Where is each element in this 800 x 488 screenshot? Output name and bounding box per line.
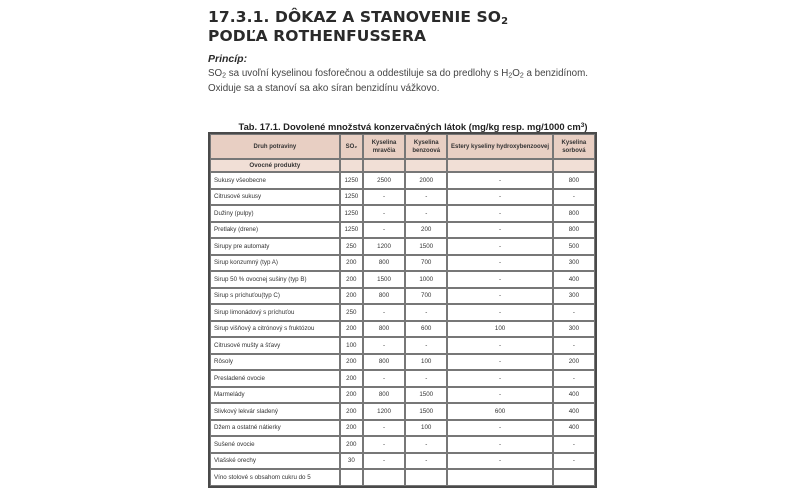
value-cell: 200 [340,255,363,272]
value-cell: - [447,288,552,305]
value-cell: 300 [553,255,595,272]
value-cell: 200 [340,370,363,387]
food-type-cell: Rôsoly [210,354,340,371]
value-cell: 200 [340,387,363,404]
value-cell: 200 [553,354,595,371]
principle-text: $SO_2$ sa uvoľní kyselinou fosforečnou a oddestiluje sa do predlohy s $H_2O_2$ a benzidínom. Oxiduje sa a stanoví sa ako síran benzidínu vážkovo. [208,68,589,94]
food-type-cell: Pretlaky (drene) [210,222,340,239]
value-cell: 200 [340,321,363,338]
header-hydroxybenzoic-esters: Estery kyseliny hydroxybenzoovej [447,134,552,159]
header-benzoic-acid: Kyselina benzoová [405,134,447,159]
food-type-cell: Džem a ostatné nátierky [210,420,340,437]
value-cell: - [405,370,447,387]
value-cell: 600 [405,321,447,338]
value-cell: - [447,453,552,470]
value-cell: 800 [363,354,405,371]
value-cell: - [447,436,552,453]
table-row [210,453,595,470]
table-row [210,205,595,222]
table-row [210,304,595,321]
value-cell: 800 [363,288,405,305]
food-type-cell: Sirup višňový a citrónový s fruktózou [210,321,340,338]
value-cell: 1250 [340,222,363,239]
value-cell: - [447,420,552,437]
header-so2: SO₂ [340,134,363,159]
value-cell: - [363,222,405,239]
value-cell: - [447,222,552,239]
value-cell: - [447,387,552,404]
table-caption: Tab. 17.1. Dovolené množstvá konzervačných látok (mg/kg resp. mg/1000 $cm^3$) [238,121,588,132]
value-cell: 600 [447,403,552,420]
value-cell: 400 [553,387,595,404]
value-cell: 100 [340,337,363,354]
table-row [210,370,595,387]
value-cell: 1200 [363,403,405,420]
food-type-cell: Dužiny (pulpy) [210,205,340,222]
value-cell [553,469,595,486]
value-cell: - [405,453,447,470]
value-cell: - [447,354,552,371]
group-row [210,159,595,172]
value-cell: - [553,337,595,354]
value-cell: - [363,453,405,470]
value-cell: 1200 [363,238,405,255]
value-cell: 100 [405,354,447,371]
value-cell: 200 [340,288,363,305]
food-type-cell: Citrusové mušty a šťavy [210,337,340,354]
food-type-cell: Víno stolové s obsahom cukru do 5 [210,469,340,486]
value-cell: - [363,189,405,206]
table-row [210,189,595,206]
value-cell: 400 [553,420,595,437]
value-cell: 1500 [405,403,447,420]
food-type-cell: Vlašské orechy [210,453,340,470]
value-cell: - [405,337,447,354]
value-cell: 800 [553,222,595,239]
value-cell: - [363,205,405,222]
value-cell: - [363,337,405,354]
value-cell: 1250 [340,172,363,189]
table-row [210,420,595,437]
value-cell: - [553,189,595,206]
table-row [210,222,595,239]
value-cell [340,469,363,486]
food-type-cell: Sirup s príchuťou(typ C) [210,288,340,305]
value-cell: - [363,436,405,453]
value-cell: 200 [340,420,363,437]
food-type-cell: Sušené ovocie [210,436,340,453]
value-cell: - [447,370,552,387]
table-row [210,321,595,338]
value-cell: 800 [363,321,405,338]
food-type-cell: Slivkový lekvár sladený [210,403,340,420]
value-cell: - [447,172,552,189]
value-cell: 2500 [363,172,405,189]
value-cell: - [363,370,405,387]
table-row [210,436,595,453]
preservatives-table [208,132,597,488]
table-row [210,403,595,420]
value-cell: - [447,189,552,206]
table-row [210,354,595,371]
value-cell: - [553,304,595,321]
table-row [210,288,595,305]
value-cell: 300 [553,288,595,305]
value-cell: 400 [553,403,595,420]
table-row [210,255,595,272]
value-cell: - [447,205,552,222]
value-cell: 200 [340,271,363,288]
value-cell: - [363,304,405,321]
section-heading: 17.3.1. DÔKAZ A STANOVENIE $SO_2$ PODĽA ROTHENFUSSERA [208,8,509,45]
food-type-cell: Presladené ovocie [210,370,340,387]
value-cell: - [447,238,552,255]
table-row [210,238,595,255]
food-type-cell: Sirupy pre automaty [210,238,340,255]
value-cell: 200 [405,222,447,239]
value-cell: 1500 [363,271,405,288]
food-type-cell: Marmelády [210,387,340,404]
value-cell: 1500 [405,387,447,404]
value-cell: - [553,436,595,453]
value-cell: 200 [340,354,363,371]
table-row [210,271,595,288]
value-cell: 1250 [340,205,363,222]
food-type-cell: Sirup konzumný (typ A) [210,255,340,272]
value-cell: 500 [553,238,595,255]
value-cell [447,469,552,486]
value-cell: 400 [553,271,595,288]
value-cell: 300 [553,321,595,338]
value-cell: 30 [340,453,363,470]
food-type-cell: Sirup limonádový s príchuťou [210,304,340,321]
value-cell: 200 [340,403,363,420]
value-cell: 1000 [405,271,447,288]
value-cell: 800 [363,387,405,404]
value-cell: - [553,370,595,387]
value-cell [363,469,405,486]
value-cell: 200 [340,436,363,453]
value-cell: - [447,304,552,321]
value-cell: 1250 [340,189,363,206]
value-cell: 100 [447,321,552,338]
value-cell: 800 [553,172,595,189]
value-cell: 250 [340,304,363,321]
value-cell: 800 [363,255,405,272]
value-cell: 800 [553,205,595,222]
value-cell: - [405,436,447,453]
value-cell: 250 [340,238,363,255]
group-label: Ovocné produkty [210,159,340,172]
value-cell: - [447,337,552,354]
value-cell: 100 [405,420,447,437]
value-cell [405,469,447,486]
table-row [210,172,595,189]
value-cell: - [363,420,405,437]
value-cell: 2000 [405,172,447,189]
table-row-partial [210,469,595,486]
value-cell: - [447,271,552,288]
header-sorbic-acid: Kyselina sorbová [553,134,595,159]
table-row [210,387,595,404]
value-cell: 700 [405,288,447,305]
value-cell: - [405,205,447,222]
header-food-type: Druh potraviny [210,134,340,159]
food-type-cell: Citrusové sukusy [210,189,340,206]
principle-label: Princíp: [208,53,248,65]
value-cell: 1500 [405,238,447,255]
table-header-row [210,134,595,159]
value-cell: - [553,453,595,470]
header-formic-acid: Kyselina mravčia [363,134,405,159]
value-cell: - [405,189,447,206]
value-cell: - [405,304,447,321]
value-cell: - [447,255,552,272]
table-row [210,337,595,354]
food-type-cell: Sirup 50 % ovocnej sušiny (typ B) [210,271,340,288]
value-cell: 700 [405,255,447,272]
food-type-cell: Sukusy všeobecne [210,172,340,189]
